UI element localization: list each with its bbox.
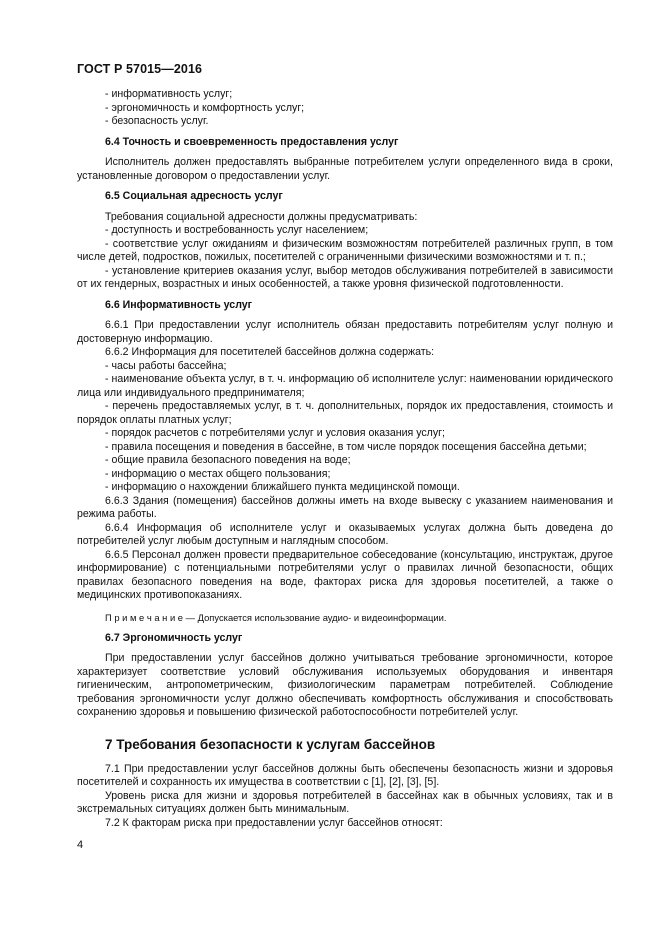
list-item: - информацию о местах общего пользования; — [105, 467, 331, 480]
section-heading-6-4: 6.4 Точность и своевременность предоставления услуг — [105, 135, 399, 148]
list-item: - информативность услуг; — [105, 88, 233, 100]
note-text: — Допускается использование аудио- и видеоинформации. — [183, 611, 447, 623]
list-item: - общие правила безопасного поведения на воде; — [105, 454, 351, 466]
paragraph: 6.6.3 Здания (помещения) бассейнов должны иметь на входе вывеску с указанием наименования и режима работы. — [77, 494, 613, 520]
paragraph: 7.2 К факторам риска при предоставлении услуг бассейнов относят: — [105, 816, 443, 829]
list-item: - установление критериев оказания услуг, выбор методов обслуживания потребителей в зависимости от их гендерных, возрастных и иных особенностей, а также уровня физической подготовленности. — [77, 264, 613, 290]
paragraph: Уровень риска для жизни и здоровья потребителей в бассейнах как в обычных условиях, так и в экстремальных ситуациях должен быть минимальным. — [77, 789, 613, 815]
paragraph: 6.6.4 Информация об исполнителе услуг и оказываемых услугах должна быть доведена до потребителей услуг любым доступным и наглядным способом. — [77, 521, 613, 547]
list-item: - порядок расчетов с потребителями услуг и условия оказания услуг; — [105, 427, 445, 439]
note — [77, 612, 613, 624]
paragraph: Исполнитель должен предоставлять выбранные потребителем услуги определенного вида в сроки, установленные договором о предоставлении услуг. — [77, 156, 613, 182]
document-header: ГОСТ Р 57015—2016 — [77, 62, 203, 76]
list-item: - эргономичность и комфортность услуг; — [105, 101, 305, 114]
section-heading-6-7: 6.7 Эргономичность услуг — [105, 631, 243, 644]
page-number: 4 — [77, 839, 84, 851]
paragraph: При предоставлении услуг бассейнов должно учитываться требование эргономичности, которое характеризует соответствие условий обслуживания используемых оборудования и инвентаря гигиеническим, антропометрическим, физиологическим параметрам потребителей. Соблюдение требования эргономичности услуг должно обеспечивать комфортность обслуживания и способствовать сохранению здоровья и повышению физической работоспособности потребителей услуг. — [77, 652, 613, 718]
list-item: - доступность и востребованность услуг населением; — [105, 224, 369, 236]
paragraph: 6.6.1 При предоставлении услуг исполнитель обязан предоставить потребителям услуг полную и достоверную информацию. — [77, 319, 613, 345]
paragraph: 6.6.5 Персонал должен провести предварительное собеседование (консультацию, инструктаж, другое информирование) с потенциальными потребителями услуг о правилах личной безопасности, общих правилах безопасного поведения на воде, факторах риска для здоровья посетителей, а также о медицинских противопоказаниях. — [77, 548, 613, 601]
paragraph: 7.1 При предоставлении услуг бассейнов должны быть обеспечены безопасность жизни и здоровья посетителей и сохранность их имущества в соответствии с [1], [2], [3], [5]. — [77, 762, 613, 788]
list-item: - перечень предоставляемых услуг, в т. ч. дополнительных, порядок их предоставления, стоимость и порядок оплаты платных услуг; — [77, 400, 613, 426]
page-content — [77, 88, 613, 830]
section-heading-6-6: 6.6 Информативность услуг — [105, 298, 253, 311]
note-label: П р и м е ч а н и е — [105, 611, 184, 623]
list-item: - соответствие услуг ожиданиям и физическим возможностям потребителей различных групп, в том числе детей, подростков, пожилых, посетителей с ограниченными физическими возможностями и т. п.; — [77, 237, 613, 263]
section-heading-7: 7 Требования безопасности к услугам бассейнов — [105, 736, 436, 752]
paragraph: 6.6.2 Информация для посетителей бассейнов должна содержать: — [105, 346, 435, 358]
list-item: - безопасность услуг. — [105, 115, 209, 127]
section-heading-6-5: 6.5 Социальная адресность услуг — [105, 190, 283, 202]
list-item: - информацию о нахождении ближайшего пункта медицинской помощи. — [105, 481, 460, 493]
list-item: - часы работы бассейна; — [105, 359, 227, 372]
paragraph: Требования социальной адресности должны предусматривать: — [105, 210, 418, 223]
list-item: - наименование объекта услуг, в т. ч. информацию об исполнителе услуг: наименовании юридического лица или индивидуального предпринимателя; — [77, 373, 613, 399]
list-item: - правила посещения и поведения в бассейне, в том числе порядок посещения бассейна детьми; — [105, 440, 587, 453]
